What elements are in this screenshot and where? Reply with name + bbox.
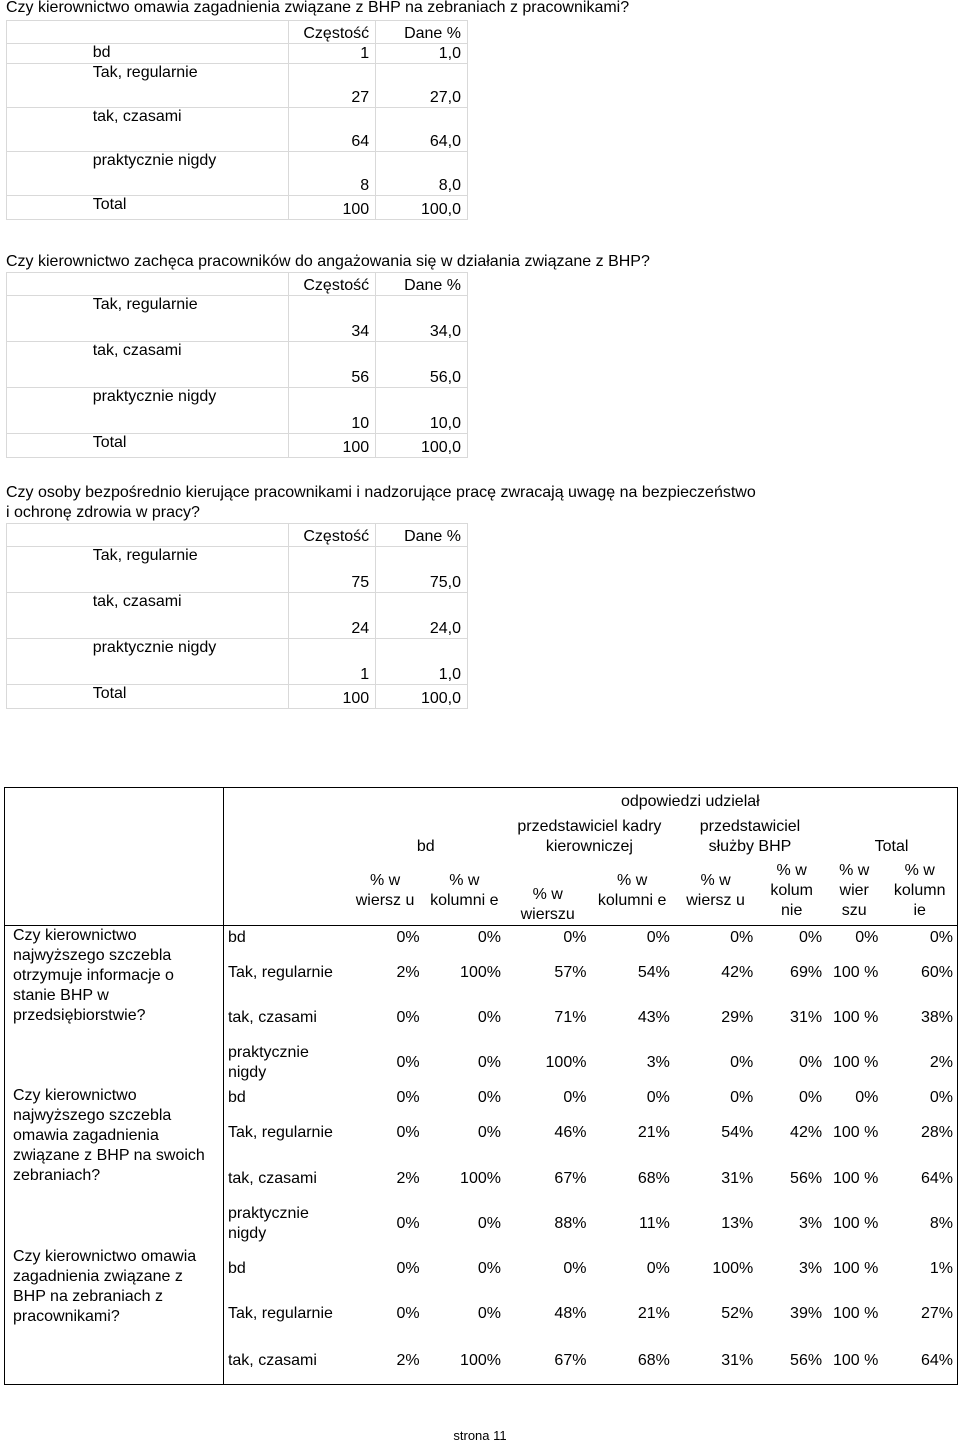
table-row-total	[7, 196, 468, 220]
crosstab-table	[4, 787, 958, 1385]
table-row-total	[7, 685, 468, 709]
table-row	[7, 639, 468, 685]
cell: 1%	[882, 1247, 957, 1292]
cell: 100%	[712, 1260, 754, 1278]
row-percent: 27,0	[376, 64, 468, 108]
table-row	[7, 44, 468, 64]
row-count: 56	[289, 342, 376, 388]
table-row	[7, 547, 468, 593]
row-count: 100	[289, 434, 376, 458]
cell: 100 %	[833, 1054, 879, 1072]
cell: 2%	[882, 1041, 957, 1086]
cell: 56%	[790, 1169, 823, 1187]
crosstab-question: Czy kierownictwo najwyższego szczebla omawia zagadnienia związane z BHP na swoich zebraniach?	[5, 1086, 224, 1247]
cell: 64%	[882, 1156, 957, 1201]
row-percent: 100,0	[376, 434, 468, 458]
cell: 48%	[554, 1305, 587, 1323]
table-row	[7, 152, 468, 196]
row-label: Tak, regularnie	[87, 296, 289, 342]
row-count: 24	[289, 593, 376, 639]
cell: 0%	[798, 1054, 823, 1072]
row-label: Tak, regularnie	[227, 1124, 333, 1142]
cell: 0%	[477, 1089, 501, 1107]
group-header: przedstawiciel służby BHP	[699, 817, 801, 855]
q1-frequency-table	[6, 20, 468, 220]
cell: 0%	[882, 925, 957, 950]
table-row	[7, 64, 468, 108]
cell: 2%	[396, 963, 420, 981]
cell: 0%	[477, 1054, 501, 1072]
cell: 57%	[554, 963, 587, 981]
cell: 0%	[855, 1089, 879, 1107]
row-count: 8	[289, 152, 376, 196]
subheader: % w wiersz u	[686, 872, 745, 910]
crosstab-question: Czy kierownictwo omawia zagadnienia związane z BHP na zebraniach z pracownikami?	[5, 1247, 224, 1385]
cell: 100 %	[833, 1009, 879, 1027]
cell: 31%	[674, 1337, 757, 1384]
row-label: Total	[87, 196, 289, 220]
cell: 0%	[882, 1086, 957, 1111]
header-pct: Dane %	[376, 273, 468, 296]
row-label: praktycznie nigdy	[227, 1044, 309, 1082]
table-row	[7, 342, 468, 388]
row-label: Tak, regularnie	[87, 547, 289, 593]
cell: 0%	[477, 1214, 501, 1232]
row-count: 34	[289, 296, 376, 342]
row-label: bd	[227, 1260, 246, 1278]
cell: 29%	[721, 1009, 754, 1027]
row-percent: 56,0	[376, 342, 468, 388]
cell: 0%	[396, 1124, 420, 1142]
q2-frequency-table	[6, 272, 468, 458]
row-label: praktycznie nigdy	[227, 1204, 309, 1242]
cell: 100%	[460, 1169, 501, 1187]
cell: 0%	[477, 1260, 501, 1278]
subheader: % w kolumni e	[597, 872, 667, 910]
cell: 21%	[637, 1124, 670, 1142]
row-percent: 24,0	[376, 593, 468, 639]
crosstab-top-header: odpowiedzi udzielał	[424, 788, 958, 817]
cell: 31%	[790, 1009, 823, 1027]
row-label: tak, czasami	[87, 108, 289, 152]
header-pct: Dane %	[376, 21, 468, 44]
cell: 0%	[646, 1089, 670, 1107]
row-percent: 34,0	[376, 296, 468, 342]
cell: 0%	[730, 1054, 754, 1072]
cell: 0%	[477, 1124, 501, 1142]
row-percent: 1,0	[376, 44, 468, 64]
cell: 0%	[424, 925, 505, 950]
cell: 0%	[396, 1214, 420, 1232]
table-row	[7, 388, 468, 434]
row-label: praktycznie nigdy	[87, 388, 289, 434]
group-header: bd	[416, 838, 435, 856]
cell: 46%	[554, 1124, 587, 1142]
cell: 0%	[396, 1009, 420, 1027]
cell: 0%	[477, 1009, 501, 1027]
cell: 0%	[396, 1305, 420, 1323]
row-percent: 64,0	[376, 108, 468, 152]
cell: 100 %	[833, 963, 879, 981]
cell: 0%	[505, 925, 590, 950]
q3-title	[6, 483, 756, 523]
cell: 13%	[721, 1214, 754, 1232]
table-row	[5, 925, 958, 950]
row-label: Tak, regularnie	[227, 963, 333, 981]
cell: 0%	[346, 925, 423, 950]
cell: 0%	[396, 1089, 420, 1107]
q3-frequency-table	[6, 523, 468, 709]
row-label: Tak, regularnie	[87, 64, 289, 108]
cell: 42%	[721, 963, 754, 981]
crosstab-question: Czy kierownictwo najwyższego szczebla otrzymuje informacje o stanie BHP w przedsiębiorstwie?	[5, 925, 224, 1086]
cell: 56%	[757, 1337, 826, 1384]
cell: 100 %	[833, 1124, 879, 1142]
group-header: Total	[826, 816, 957, 857]
cell: 69%	[790, 963, 823, 981]
row-count: 100	[289, 685, 376, 709]
subheader: % w kolumn ie	[882, 857, 957, 925]
cell: 0%	[798, 1089, 823, 1107]
cell: 39%	[790, 1305, 823, 1323]
cell: 100 %	[833, 1260, 879, 1278]
row-label: tak, czasami	[87, 342, 289, 388]
row-label: tak, czasami	[87, 593, 289, 639]
q3-title-line2: i ochronę zdrowia w pracy?	[6, 504, 200, 521]
row-count: 100	[289, 196, 376, 220]
cell: 0%	[477, 1305, 501, 1323]
table-row	[7, 593, 468, 639]
row-label: Total	[87, 434, 289, 458]
row-label: praktycznie nigdy	[87, 152, 289, 196]
cell: 0%	[757, 925, 826, 950]
cell: 0%	[674, 925, 757, 950]
cell: 11%	[639, 1214, 670, 1232]
row-label: Tak, regularnie	[227, 1305, 333, 1323]
table-header-row	[7, 21, 468, 44]
cell: 71%	[554, 1009, 587, 1027]
subheader: % w wier szu	[839, 862, 870, 920]
table-row-total	[7, 434, 468, 458]
cell: 54%	[637, 963, 670, 981]
subheader: % w wiersz u	[355, 872, 415, 910]
subheader: % w kolum nie	[770, 862, 814, 920]
cell: 67%	[554, 1169, 587, 1187]
row-count: 10	[289, 388, 376, 434]
q2-title: Czy kierownictwo zachęca pracowników do angażowania się w działania związane z BHP?	[6, 253, 650, 270]
row-label: bd	[227, 1089, 246, 1107]
cell: 64%	[882, 1337, 957, 1384]
cell: 67%	[505, 1337, 590, 1384]
cell: 0%	[590, 925, 673, 950]
cell: 100 %	[833, 1214, 879, 1232]
row-count: 1	[289, 44, 376, 64]
row-count: 1	[289, 639, 376, 685]
row-label: bd	[223, 925, 346, 950]
cell: 8%	[882, 1201, 957, 1246]
cell: 2%	[346, 1337, 423, 1384]
cell: 3%	[798, 1214, 823, 1232]
table-row	[7, 108, 468, 152]
table-row	[5, 1086, 958, 1111]
row-percent: 100,0	[376, 196, 468, 220]
row-percent: 1,0	[376, 639, 468, 685]
row-percent: 100,0	[376, 685, 468, 709]
subheader: % w kolumni e	[430, 872, 499, 910]
cell: 31%	[721, 1169, 754, 1187]
table-header-row	[7, 273, 468, 296]
subheader: % w wierszu	[520, 885, 575, 923]
cell: 88%	[554, 1214, 587, 1232]
cell: 0%	[563, 1260, 587, 1278]
header-freq: Częstość	[289, 273, 376, 296]
cell: 2%	[396, 1169, 420, 1187]
table-row	[7, 296, 468, 342]
cell: 54%	[721, 1124, 754, 1142]
row-label: praktycznie nigdy	[87, 639, 289, 685]
cell: 38%	[882, 995, 957, 1040]
row-label: tak, czasami	[223, 1337, 346, 1384]
row-label: tak, czasami	[227, 1009, 317, 1027]
cell: 0%	[396, 1054, 420, 1072]
page-number: strona 11	[453, 1428, 507, 1443]
cell: 68%	[637, 1169, 670, 1187]
cell: 100%	[424, 1337, 505, 1384]
cell: 100 %	[833, 1169, 879, 1187]
header-pct: Dane %	[376, 524, 468, 547]
row-label: bd	[87, 44, 289, 64]
row-count: 75	[289, 547, 376, 593]
cell: 0%	[396, 1260, 420, 1278]
cell: 60%	[882, 950, 957, 995]
cell: 27%	[882, 1292, 957, 1337]
cell: 0%	[646, 1260, 670, 1278]
cell: 42%	[790, 1124, 823, 1142]
table-row	[5, 1247, 958, 1292]
row-count: 27	[289, 64, 376, 108]
row-percent: 75,0	[376, 547, 468, 593]
q3-title-line1: Czy osoby bezpośrednio kierujące pracownikami i nadzorujące pracę zwracają uwagę na bezpieczeństwo	[6, 484, 756, 501]
row-label: Total	[87, 685, 289, 709]
cell: 100%	[460, 963, 501, 981]
cell: 68%	[590, 1337, 673, 1384]
row-label: tak, czasami	[227, 1169, 317, 1187]
cell: 43%	[637, 1009, 670, 1027]
header-freq: Częstość	[289, 524, 376, 547]
cell: 100 %	[826, 1337, 882, 1384]
table-header-row	[7, 524, 468, 547]
cell: 0%	[826, 925, 882, 950]
cell: 3%	[646, 1054, 670, 1072]
row-percent: 10,0	[376, 388, 468, 434]
header-freq: Częstość	[289, 21, 376, 44]
cell: 0%	[730, 1089, 754, 1107]
cell: 0%	[563, 1089, 587, 1107]
cell: 100 %	[833, 1305, 879, 1323]
cell: 21%	[637, 1305, 670, 1323]
q1-title: Czy kierownictwo omawia zagadnienia związane z BHP na zebraniach z pracownikami?	[6, 0, 630, 16]
row-count: 64	[289, 108, 376, 152]
cell: 28%	[882, 1111, 957, 1156]
cell: 3%	[798, 1260, 823, 1278]
cell: 52%	[721, 1305, 754, 1323]
cell: 100%	[545, 1054, 587, 1072]
row-percent: 8,0	[376, 152, 468, 196]
group-header: przedstawiciel kadry kierowniczej	[517, 817, 662, 855]
